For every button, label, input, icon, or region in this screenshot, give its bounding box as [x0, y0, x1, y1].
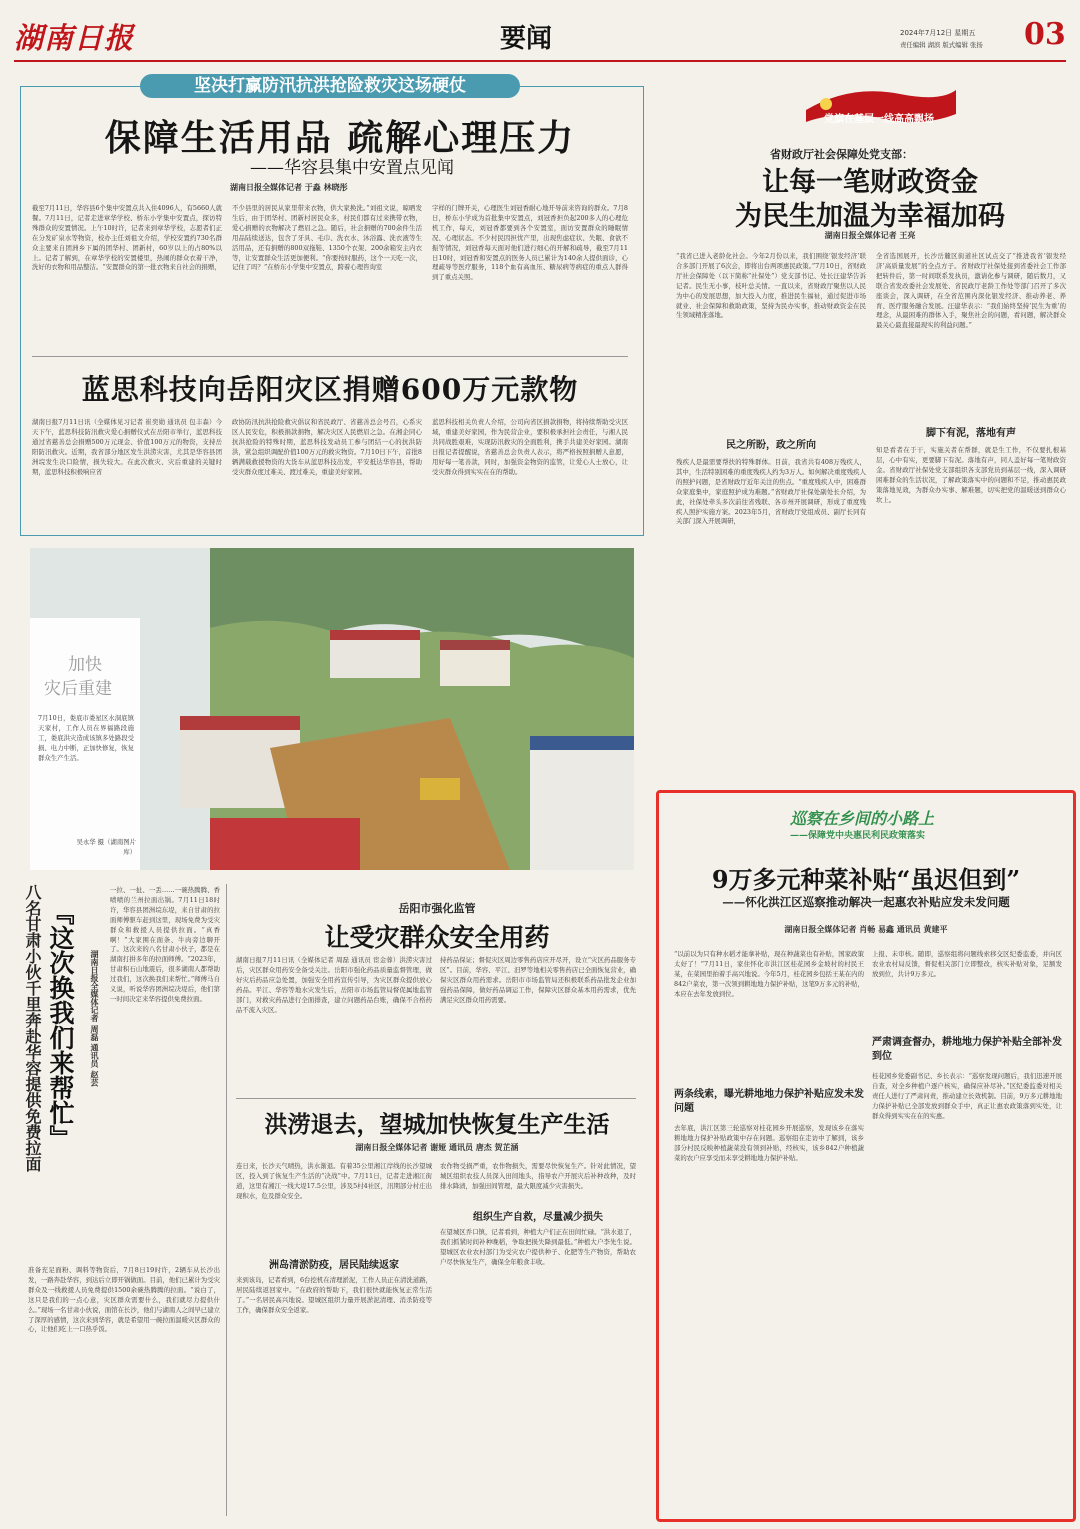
inspection-tag-subtitle: ——保障党中央惠民利民政策落实	[790, 831, 926, 841]
story1-column-1: 截至7月11日，华容县6个集中安置点共入住4096人，有5660人就餐。7月11日，记者走进章华学校、桥东小学集中安置点，探访特殊群众的安置情况。上午10时许，记者来到章华学校，志愿者们正在分发矿泉水等物资，校办主任刘祖文介绍，学校安置约730名群众主要来自团洲乡下属的团华村、团新村，60岁以上的占80%以上。记者了解到，在章华学校的安置楼里，热闹的群众衣着干净，洗好的衣物和用品整洁。“安置群众的第一批衣物来自社会的捐赠，	[32, 204, 222, 272]
story5-column-4: 在望城区乔口镇，记者看到，种植大户们正在田间忙碌。“洪水退了，我们抓紧时间补种晚稻，争取把损失降到最低。”种植大户李先生说。望城区农业农村部门为受灾农户提供种子、化肥等生产物资，帮助农户尽快恢复生产，确保全年粮食丰收。	[440, 1228, 636, 1266]
story3-byline: 湖南日报全媒体记者 周磊 通讯员 赵芸	[90, 950, 99, 1087]
story-divider-2	[236, 1098, 636, 1099]
party-logo	[800, 84, 958, 126]
party-logo-text: 党旗在基层一线高高飘扬	[824, 114, 934, 125]
flood-banner: 坚决打赢防汛抗洪抢险救灾这场硬仗	[140, 74, 520, 98]
photo-tag-1: 加快	[68, 655, 102, 675]
story-divider	[32, 356, 628, 357]
story5-title: 洪涝退去，望城加快恢复生产生活	[264, 1111, 610, 1138]
story3-column-1: 一拉、一扯、一丢……一碗热腾腾、香喷喷的兰州拉面出锅。7月11日18时许，华容县团洲垸东堤，来自甘肃的拉面师傅驱车赶到这里，现场免费为受灾群众和救援人员提供拉面。“真香啊！”大家围在面条、牛肉旁边聊开了。这次来的八名甘肃小伙子，都是在湖南打拼多年的拉面师傅。“2023年，甘肃积石山地震后，很多湖南人都帮助过我们，这次换我们来帮忙。”师傅马自义说，听说华容团洲垸决堤后，他们第一时间决定来华容提供免费拉面。	[110, 886, 220, 1003]
story5-byline: 湖南日报全媒体记者 谢娅 通讯员 唐杰 贺芷涵	[355, 1143, 519, 1152]
story5-subhead-2: 组织生产自救，尽量减少损失	[473, 1212, 603, 1223]
vertical-divider	[226, 884, 227, 1516]
story2-column-1: 湖南日报7月11日讯（全媒体见习记者 崔奕勋 通讯员 包丰森）今天下午，蓝思科技防汛救灾爱心捐赠仪式在岳阳市举行，蓝思科技通过省慈善总会捐赠500万元现金、价值100万元的物资，支持岳阳防汛救灾。近期，我省部分地区发生洪涝灾害，尤其是华容县团洲垸发生决口险情，损失较大。在此次救灾、灾后重建的关键时期，蓝思科技积极响应省	[32, 418, 222, 476]
story6-subtitle: ——怀化洪江区巡察推动解决一起惠农补贴应发未发问题	[722, 895, 1010, 909]
story6-column-1: “以前以为只有种水稻才能拿补贴，现在种蔬菜也有补贴，国家政策太好了！”7月11日，家住怀化市洪江区桂花园乡金坡村的村民王某，在菜园里拍着手高兴地说。今年5月，桂花园乡包括王某在内的842户菜农，第一次领到耕地地力保护补贴，这笔9万多元的补贴，本应在去年发放到位。	[674, 950, 864, 998]
story6-column-2: 去年底，洪江区第三轮巡察对桂花园乡开展巡察，发现该乡在落实耕地地力保护补贴政策中存在问题。巡察组在走访中了解到，该乡部分村民反映种植蔬菜没有领到补贴，经核实，该乡842户种植蔬菜的农户应享受而未享受耕地地力保护补贴。	[674, 1124, 864, 1162]
story1-byline: 湖南日报全媒体记者 于淼 林晓彤	[230, 183, 348, 192]
story6-column-4: 桂花园乡党委副书记、乡长表示：“巡察发现问题后，我们迅速开展自查，对全乡种植户逐户核实，确保应补尽补。”区纪委监委对相关责任人进行了严肃问责，推动建立长效机制。目前，9万多元耕地地力保护补贴已全部发放到群众手中，真正让惠农政策落到实处，让群众得到实实在在的实惠。	[872, 1072, 1062, 1120]
story1-column-2: 不少县里的居民从家里带来衣物，供大家换洗。”刘祖文说，晾晒发生后，由于团华村、团新村居民众多，村民们都有过来携带衣物，爱心捐赠的衣物解决了燃眉之急。随后，社会捐赠的700余件生活用品陆续送达，包含了牙具、毛巾、洗衣水、沐浴露、洗衣液等生活用品，还有捐赠的800双拖鞋、1350个衣架、200余箱安主内衣等，让安置群众生活更加便利。“你要按时服药，这个一天吃一次，记住了吗？”在桥东小学集中安置点，跨着心理咨询室	[232, 204, 422, 272]
story3-title: 『这次换我们来帮忙』	[46, 900, 75, 1150]
photo-tag-2: 灾后重建	[44, 679, 112, 699]
story1-subtitle: ——华容县集中安置点见闻	[250, 158, 454, 178]
inspection-tag: 巡察在乡间的小路上	[790, 809, 935, 828]
story4-kicker: 岳阳市强化监管	[398, 902, 476, 915]
party-title-line1: 让每一笔财政资金	[762, 167, 978, 198]
party-kicker: 省财政厅社会保障处党支部：	[770, 148, 913, 161]
page-number: 03	[1024, 17, 1066, 52]
story2-column-2: 政协防汛抗洪抢险救灾倡议和省民政厅、省慈善总会号召，心系灾区人民安危，积极捐款捐物，解决灾区人民燃眉之急。在湘企同心抗洪抢险的特殊时期，蓝思科技发动员工参与团结一心的抗洪防洪，紧急组织调配价值100万元的救灾物资。7月10日下午，首批8辆满载救援物资的大货车从蓝思科技出发，平安抵达华容县，帮助受灾群众度过难关、渡过难关，重建美好家园。	[232, 418, 422, 476]
story6-column-3: 上报、未审核。随即，巡察组将问题线索移交区纪委监委，并向区农业农村局反馈，督促相关部门立即整改，核实补贴对象，足额发放到位，共计9万多元。	[872, 950, 1062, 978]
story4-column-2: 持药品保证；督促灾区周边零售药店应开尽开，设立“灾区药品服务专区”。目前，华容、平江、汨罗等地相关零售药店已全面恢复营业，确保灾区群众用药需求。岳阳市市场监管局还积极联系药品批发企业加强药品保障，做好药品调运工作，保障灾区群众基本用药需求，优先满足灾区群众用药需要。	[440, 956, 636, 1004]
photo-credit: 吴永华 摄（湖南图片库）	[76, 838, 136, 856]
story5-column-3: 农作物受损严重，农作物损失，需要尽快恢复生产。针对此情况，望城区组织农技人员深入田间地头，指导农户开展灾后补种改种，及时排水降渍，加强田间管理，最大限度减少灾害损失。	[440, 1162, 636, 1190]
masthead-date: 2024年7月12日 星期五	[900, 29, 976, 37]
party-column-3: 残疾人是最需要帮扶的特殊群体。目前，我省共有408万残疾人，其中，生活特别困难的重度残疾人约为3万人。如何解决重度残疾人的照护问题，是省财政厅近年关注的焦点。“重度残疾人中，困难群众家庭集中，家庭照护成为难题。”省财政厅社保处副处长介绍，为此，社保处牵头多次前往省残联、各市州开展调研，形成了重度残疾人照护实施方案。2023年5月，省财政厅党组成员、副厅长同有关部门深入开展调研，	[676, 458, 866, 526]
story5-column-1: 连日来，长沙天气晴热，洪水渐退。有着35公里湘江岸线的长沙望城区，投入到了恢复生产生活的“决战”中。7月11日，记者走进湘江街道，这里有湘江一线大堤17.5公里，涉及5村4社区，汛期部分村庄出现积水，危及群众安全。	[236, 1162, 432, 1200]
party-title-line2: 为民生加温为幸福加码	[735, 201, 1005, 232]
masthead-editors: 责任编辑 湖滨 版式编辑 张扬	[900, 41, 983, 49]
story5-subhead-1: 洲岛清淤防疫，居民陆续返家	[269, 1260, 399, 1271]
story4-column-1: 湖南日报7月11日讯（全媒体记者 周磊 通讯员 宦金蓉）洪涝灾害过后，灾区群众用药安全备受关注。岳阳市强化药品质量监督管理，做好灾后药品应急处置，加强安全用药宣传引导，为灾区群众提供放心药品。平江、华容等地水灾发生后，岳阳市市场监管局督促属地监管部门，对救灾药品进行全面排查，建立问题药品台账，确保不合格药品不流入灾区。	[236, 956, 432, 1014]
party-column-4: 知是看者在于干，实施关者在帮群，就是生工作，不仅要扎根基层，心中有实，更要脚下有泥。落地有声，同人盖好每一笔财政资金。省财政厅社保处党支部组织各支部党员到基层一线，深入调研困难群众的生活状况，了解政策落实中的问题和不足，推动惠民政策落地见效，为群众办实事、解难题，切实把党的温暖送到群众心坎上。	[876, 446, 1066, 504]
party-column-1: “我省已进入老龄化社会。今年2月份以来，我们围绕‘银发经济’联合多部门开展了6次会，即将出台两项惠民政策。”7月10日，省财政厅社会保障处（以下简称“社保处”）党支部书记、处长汪建华告诉记者。民生无小事，枝叶总关情。一直以来，省财政厅聚焦以人民为中心的发展思想，加大投入力度，推进民生福祉，通过促进市场就业、社会保障和救助政策，坚持为民办实事，推动财政资金在民生领域精准落地。	[676, 252, 866, 320]
story6-byline: 湖南日报全媒体记者 肖畅 易鑫 通讯员 黄建平	[784, 925, 948, 934]
photo-caption: 7月10日，娄底市娄星区水洞底镇天家村，工作人员在界福路段施工，娄底洪灾造成该镇多处路段受损、电力中断，正加快修复，恢复群众生产生活。	[38, 714, 134, 762]
story3-subtitle: 八名甘肃小伙千里奔赴华容提供免费拉面	[23, 884, 42, 1172]
section-title: 要闻	[500, 24, 553, 54]
masthead-rule	[14, 60, 1066, 62]
story4-title: 让受灾群众安全用药	[324, 923, 550, 952]
story6-subhead-2: 严肃调查督办，耕地地力保护补贴全部补发到位	[872, 1037, 1062, 1062]
story2-column-3: 蓝思科技相关负责人介绍，公司向省区捐款捐物，将持续帮助受灾区域，重建美好家园，作为民营企业，要积极承担社会责任，与湘人民共同战胜艰难，实现防汛救灾的全面胜利，携手共建美好家园。湖南日报记者提醒说，省慈善总会负责人表示，将严格按照捐赠人意愿，用好每一笔善款，同时，加强资金物资的监管，让爱心人士放心，让受灾群众得到实实在在的帮助。	[432, 418, 628, 476]
story1-title: 保障生活用品 疏解心理压力	[104, 117, 576, 159]
reconstruction-photo-panel	[30, 548, 634, 870]
story5-column-2: 来到该岛，记者看到，6台挖机在清理淤泥，工作人员正在清洗道路，居民陆续返回家中。“在政府的帮助下，我们很快就能恢复正常生活了。”一名居民高兴地说。望城区组织力量开展淤泥清理、消杀防疫等工作，确保群众安全返家。	[236, 1276, 432, 1314]
masthead-logo: 湖南日报	[14, 21, 135, 55]
party-subhead-1: 民之所盼，政之所向	[726, 440, 816, 451]
story1-column-3: 字样的门牌开关，心理医生刘冠香耐心地开导前来咨询的群众。7月8日，桥东小学成为首批集中安置点，刘冠香担负起200多人的心理危机工作，每天，刘冠香都要到各个安置室，面访安置群众的睡眠情况、心理状态。不少村民因担忧产里，出现焦虑症状、失眠、食欲不振等情况，刘冠香每天面对他们进行细心的开解和疏导，截至7月11日10时，刘冠香和安置点的医务人员已累计为140余人提供面诊，心理疏导等医疗服务，118个血有高血压、糖尿病等病症的重点人群得到了重点关照。	[432, 204, 628, 282]
party-column-2: 全省选国展开，长沙岳麓区街道社区试点交了“推进我省‘银发经济’高质量发展”的全点方子。省财政厅社保处接到省委社会工作部把转件后，第一时间联系发执员，激请化参与调研，随后数月，又联合省发改委社会发展处、省民政厅老龄工作处等部门召开了多次座谈会，深入调研，在全省范围内深化银发经济、推动养老、养育、医疗服务融合发展。汪建华表示：“我们始终坚持‘民生为重’的理念，从最困难的群体入手，聚焦社会的问题，看问题，解决群众最关心最直接最现实的利益问题。”	[876, 252, 1066, 330]
party-byline: 湖南日报全媒体记者 王亮	[824, 231, 916, 240]
story3-column-2: 准备充足面粉、调料等物资后，7月8日19时许，2辆车从长沙出发，一路奔赴华容，到达后立即开锅做面。目前，他们已累计为受灾群众及一线救援人员免费提供1500余碗热腾腾的拉面。“说白了，这只是我们的一点心意，灾区群众需要什么，我们就尽力提供什么。”现场一名甘肃小伙说，面馆在长沙，他们与湖南人之间早已建立了深厚的感情，这次来到华容，就是希望用一碗拉面温暖灾区群众的心，让他们吃上一口热乎饭。	[28, 1266, 220, 1334]
story6-title: 9万多元种菜补贴“虽迟但到”	[711, 865, 1021, 894]
party-subhead-2: 脚下有泥，落地有声	[926, 428, 1016, 439]
story6-subhead-1: 两条线索，曝光耕地地力保护补贴应发未发问题	[674, 1089, 864, 1114]
story2-title: 蓝思科技向岳阳灾区捐赠600万元款物	[81, 373, 579, 406]
